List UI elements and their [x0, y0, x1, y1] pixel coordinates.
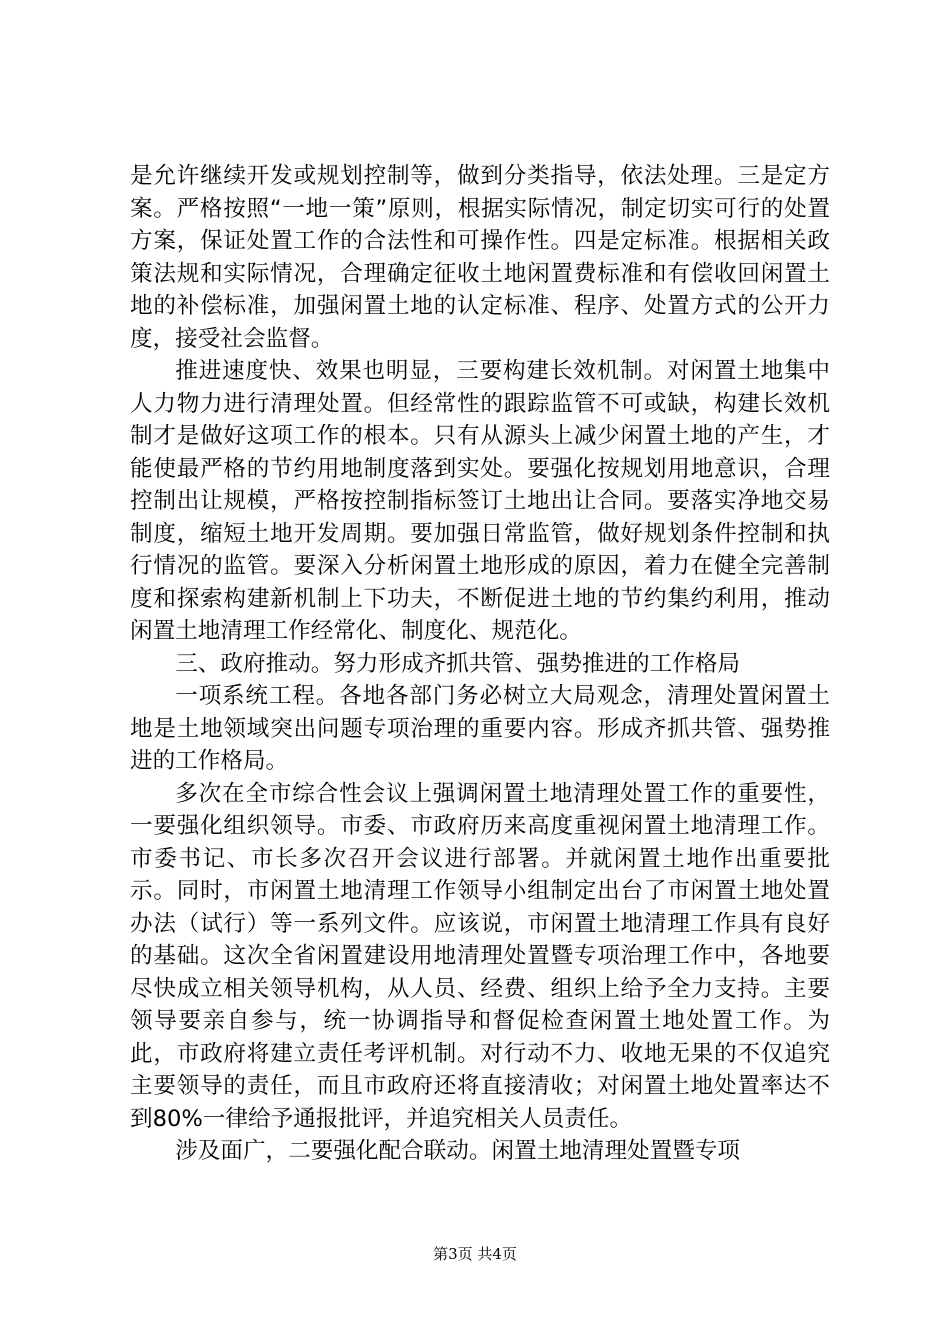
document-body — [130, 160, 830, 1168]
paragraph-2: 推进速度快、效果也明显，三要构建长效机制。对闲置土地集中人力物力进行清理处置。但经常性的跟踪监管不可或缺，构建长效机制才是做好这项工作的根本。只有从源头上减少闲置土地的产生，才能使最严格的节约用地制度落到实处。要强化按规划用地意识，合理控制出让规模，严格按控制指标签订土地出让合同。要落实净地交易制度，缩短土地开发周期。要加强日常监管，做好规划条件控制和执行情况的监管。要深入分析闲置土地形成的原因，着力在健全完善制度和探索构建新机制上下功夫，不断促进土地的节约集约利用，推动闲置土地清理工作经常化、制度化、规范化。 — [130, 358, 830, 644]
page-footer: 第3页 共4页 — [433, 1245, 517, 1263]
section-heading: 三、政府推动。努力形成齐抓共管、强势推进的工作格局 — [175, 650, 741, 677]
paragraph-4: 多次在全市综合性会议上强调闲置土地清理处置工作的重要性，一要强化组织领导。市委、市政府历来高度重视闲置土地清理工作。市委书记、市长多次召开会议进行部署。并就闲置土地作出重要批示。同时，市闲置土地清理工作领导小组制定出台了市闲置土地处置办法（试行）等一系列文件。应该说，市闲置土地清理工作具有良好的基础。这次全省闲置建设用地清理处置暨专项治理工作中，各地要尽快成立相关领导机构，从人员、经费、组织上给予全力支持。主要领导要亲自参与，统一协调指导和督促检查闲置土地处置工作。为此，市政府将建立责任考评机制。对行动不力、收地无果的不仅追究主要领导的责任，而且市政府还将直接清收；对闲置土地处置率达不到80%一律给予通报批评，并追究相关人员责任。 — [130, 780, 830, 1132]
paragraph-3: 一项系统工程。各地各部门务必树立大局观念，清理处置闲置土地是土地领域突出问题专项治理的重要内容。形成齐抓共管、强势推进的工作格局。 — [130, 683, 830, 774]
paragraph-5: 涉及面广，二要强化配合联动。闲置土地清理处置暨专项 — [175, 1138, 741, 1164]
paragraph-1: 是允许继续开发或规划控制等，做到分类指导，依法处理。三是定方案。严格按照“一地一策”原则，根据实际情况，制定切实可行的处置方案，保证处置工作的合法性和可操作性。四是定标准。根据相关政策法规和实际情况，合理确定征收土地闲置费标准和有偿收回闲置土地的补偿标准，加强闲置土地的认定标准、程序、处置方式的公开力度，接受社会监督。 — [130, 163, 830, 352]
